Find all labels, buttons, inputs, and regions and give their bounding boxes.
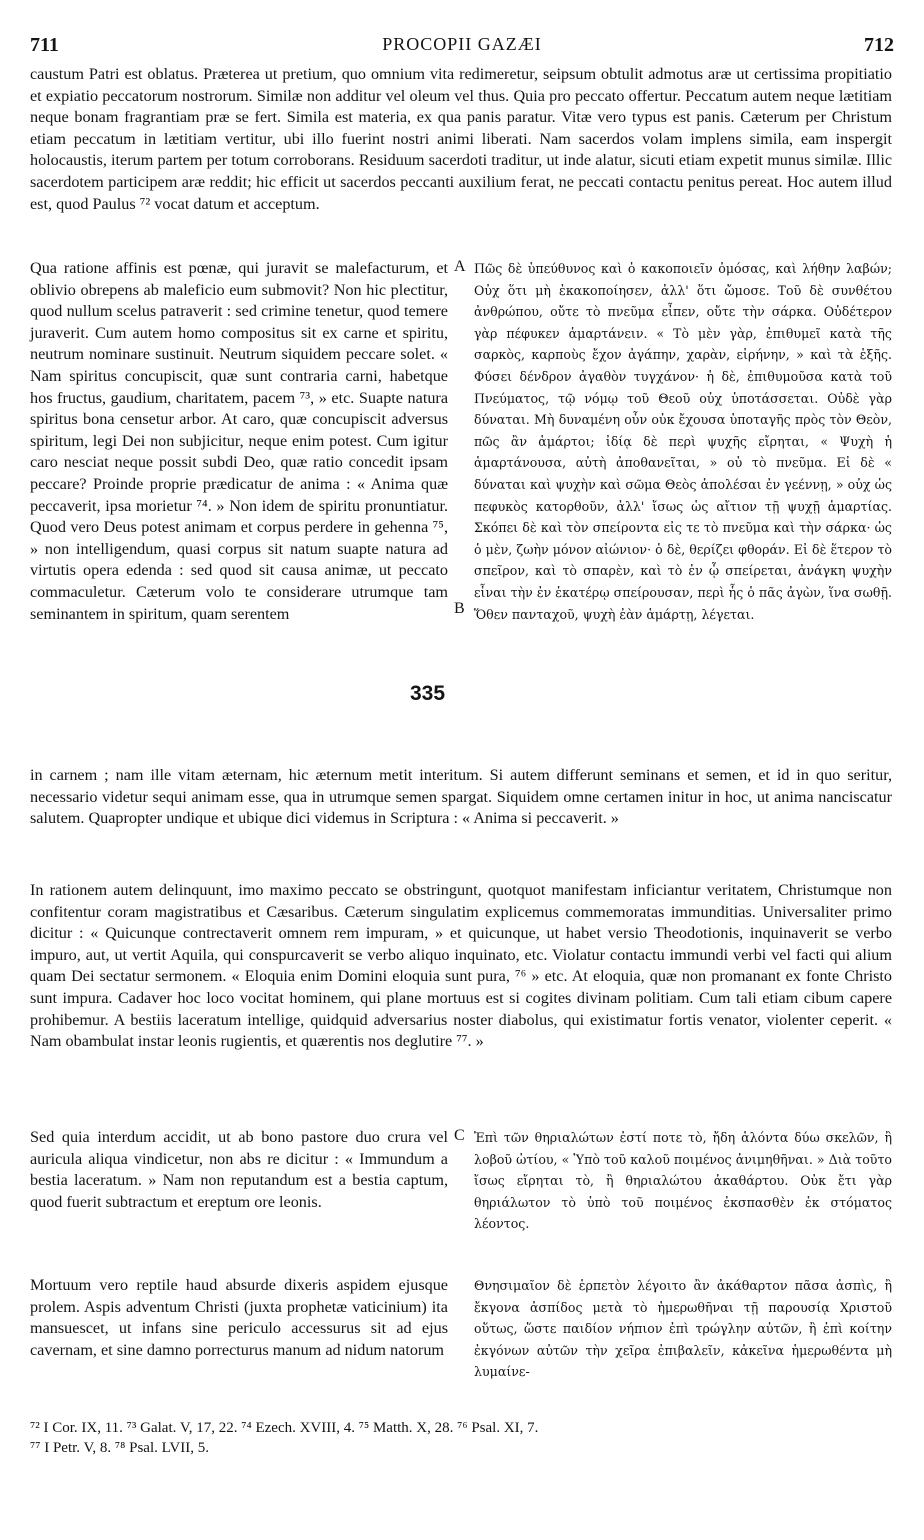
top-paragraph: caustum Patri est oblatus. Præterea ut pretium, quo omnium vita redimeretur, seipsum obtulit admotus aræ ut certissima propitiatio et expiatio peccatorum nostrorum. Similæ non additur vel oleum vel thus. Quia pro peccato offertur. Peccatum autem neque lætitiam neque bonam fragrantiam præ se fert. Simila est materia, ex qua panis paratur. Vitæ vero typus est panis. Cæterum per Christum etiam peccatum in lætitiam vertitur, ubi illo fuerint nostri animi liberati. Nam sacerdos volam implens simila, eam inspergit holocaustis, iterum partem per totum corroborans. Residuum sacerdoti traditur, ut inde alatur, sicuti etiam expetit munus similæ. Illic sacerdotem participem aræ reddit; hic efficit ut sacerdos peccanti auxilium ferat, ne peccati contactu penitus pereat. Hoc autem illud est, quod Paulus ⁷² vocat datum et acceptum. xyxy=(30,65,892,213)
edition-column-number: 335 xyxy=(410,682,446,705)
section-marker-c: C xyxy=(454,1127,465,1144)
right-page-number: 712 xyxy=(864,34,894,56)
left-page-number: 711 xyxy=(30,34,59,56)
section-c-latin: Sed quia interdum accidit, ut ab bono pastore duo crura vel auricula aliqua vindicetur, non abs re dicitur : « Immundum a bestia laceratum. » Nam non reputandum est a bestia captum, quod fuerit subtractum et ereptum ore leonis. xyxy=(30,1128,448,1211)
section-a-greek: Πῶς δὲ ὑπεύθυνος καὶ ὁ κακοποιεῖν ὀμόσας, καὶ λήθην λαβών; Οὐχ ὅτι μὴ ἐκακοποίησεν, ἀλλ' ὅτι ὤμοσε. Τοῦ δὲ συνθέτου ἀνθρώπου, οὔτε τὸ πνεῦμα εἶπεν, οὔτε τὴν σάρκα. Οὐδέτερον γὰρ πέφυκεν ἁμαρτάνειν. « Τὸ μὲν γὰρ, ἐπιθυμεῖ κατὰ τῆς σαρκὸς, καρποὺς ἔχον ἀγάπην, χαρὰν, εἰρήνην, » καὶ τὰ ἑξῆς. Φύσει δένδρον ἀγαθὸν τυγχάνον· ἡ δὲ, ἐπιθυμοῦσα κατὰ τοῦ Πνεύματος, τῷ νόμῳ τοῦ Θεοῦ οὐχ ὑποτάσσεται. Οὐδὲ γὰρ δύναται. Μὴ δυναμένη οὖν οὐκ ἔχουσα ὑποταγῆς πρὸς τὸν Θεὸν, πῶς ἂν ἁμάρτοι; ἰδίᾳ δὲ περὶ ψυχῆς εἴρηται, « Ψυχὴ ἡ ἁμαρτάνουσα, αὐτὴ ἀποθανεῖται, » οὐ τὸ πνεῦμα. Εἰ δὲ « δύναται καὶ ψυχὴν καὶ σῶμα Θεὸς ἀπολέσαι ἐν γεέννῃ, » οὐχ ὡς πεφυκὸς κατορθοῦν, ἀλλ' ἴσως ὡς αἴτιον τῇ ψυχῇ ἁμαρτίας. Σκόπει δὲ καὶ τὸν σπείροντα εἰς τε τὸ πνεῦμα καὶ τὴν σάρκα· ὡς ὁ μὲν, ζωὴν μόνον αἰώνιον· ὁ δὲ, θερίζει φθοράν. Εἰ δὲ ἕτερον τὸ σπεῖρον, καὶ τὸ σπαρὲν, καὶ τὸ ἐν ᾧ σπείρεται, ἀνάγκη ψυχὴν εἶναι τὴν ἐν ἑκατέρῳ σπείρουσαν, περὶ ἧς ὁ πᾶς ἀγὼν, ἵνα σωθῇ. Ὅθεν πανταχοῦ, ψυχὴ ἐὰν ἁμάρτῃ, λέγεται. xyxy=(474,261,892,622)
section-c-greek: Ἐπὶ τῶν θηριαλώτων ἐστί ποτε τὸ, ἤδη ἁλόντα δύω σκελῶν, ἢ λοβοῦ ὠτίου, « Ὑπὸ τοῦ καλοῦ ποιμένος ἀνιμηθῆναι. » Διὰ τοῦτο ἴσως εἴρηται τὸ, ἢ θηριαλώτου ἀκαθάρτου. Οὐκ ἔτι γὰρ θηριάλωτον τὸ ὑπὸ τοῦ ποιμένος ἐκσπασθὲν ἐκ στόματος λέοντος. xyxy=(474,1130,892,1232)
section-marker-b: B xyxy=(454,600,465,617)
section-d-greek: Θνησιμαῖον δὲ ἑρπετὸν λέγοιτο ἂν ἀκάθαρτον πᾶσα ἀσπὶς, ἢ ἔκγονα ἀσπίδος μετὰ τὸ ἡμερωθῆναι τῇ παρουσίᾳ Χριστοῦ οὕτως, ὥστε παιδίον νήπιον ἐπὶ τρώγλην αὐτῶν, ἢ ἐπὶ κοίτην ἐκγόνων αὐτῶν τὴν χεῖρα ἐπιβαλεῖν, κἀκεῖνα ἡμερωθέντα μὴ λυμαίνε- xyxy=(474,1278,892,1380)
section-a-latin: Qua ratione affinis est pœnæ, qui juravit se malefacturum, et oblivio obrepens ab maleficio eum submovit? Non hic plectitur, quod nullum scelus patraverit : sed crimine tenetur, quod temere juraverit. Cum autem homo compositus sit ex carne et spiritu, neutrum nominare sustinuit. Neutrum siquidem peccare solet. « Nam spiritus concupiscit, quæ sunt contraria carni, habetque hos fructus, gaudium, charitatem, pacem ⁷³, » etc. Suapte natura spiritus bona censetur arbor. At caro, quæ concupiscit adversus spiritum, legi Dei non subjicitur, neque enim potest. Cum igitur caro nesciat neque possit subdi Deo, quæ ratio concedit ipsam peccare? Proinde proprie prædicatur de anima : « Anima quæ peccaverit, ipsa morietur ⁷⁴. » Non idem de spiritu pronuntiatur. Quod vero Deus potest animam et corpus perdere in gehenna ⁷⁵, » non intelligendum, quasi corpus sit natum suapte natura ad virtutis opera edenda : sed quod sit causa animæ, ut peccato commaculetur. Cæterum volo te considerare utrumque tam seminantem in spiritum, quam serentem xyxy=(30,259,448,623)
running-header xyxy=(30,34,894,62)
section-d-latin: Mortuum vero reptile haud absurde dixeris aspidem ejusque prolem. Aspis adventum Christi (juxta prophetæ vaticinium) ita mansuescet, ut infans sine periculo accessurus sit ad ejus cavernam, et sine damno porrecturus manum ad nidum natorum xyxy=(30,1276,448,1359)
middle-paragraph: In rationem autem delinquunt, imo maximo peccato se obstringunt, quotquot manifestam inficiantur veritatem, Christumque non confitentur coram magistratibus et Cæsaribus. Cæterum singulatim explicemus commemoratas immunditias. Universaliter primo dicitur : « Quicunque contrectaverit omnem rem impuram, » et quicunque, ut habet versio Theodotionis, inquinaverit se verbo impuro, aut, ut vertit Aquila, qui conspurcaverit se verbo aliquo inquinato, etc. Violatur contactu immundi verbi vel facti qui alium quam Dei sectatur sermonem. « Eloquia enim Domini eloquia sunt pura, ⁷⁶ » etc. At eloquia, quæ non promanant ex fonte Christo sunt impura. Cadaver hoc loco vocitat hominem, qui plane mortuus est si cogites divinam politiam. Cum tali etiam cibum capere prohibemur. A bestiis laceratum intellige, quidquid adversarius noster diabolus, qui existimatur fortis venator, violenter ceperit. « Nam obambulat instar leonis rugientis, et quærentis nos deglutire ⁷⁷. » xyxy=(30,881,892,1051)
running-title: PROCOPII GAZÆI xyxy=(382,34,542,54)
section-marker-a: A xyxy=(454,258,466,275)
section-a-continuation: in carnem ; nam ille vitam æternam, hic æternum metit interitum. Si autem differunt seminans et semen, et id in quo seritur, necessario videtur sequi animam esse, qua in utrumque semen spargat. Siquidem omne certamen initur in hoc, ut anima nanciscatur salutem. Quapropter undique et ubique dici videmus in Scriptura : « Anima si peccaverit. » xyxy=(30,766,892,828)
footnote-line-1: ⁷² I Cor. IX, 11. ⁷³ Galat. V, 17, 22. ⁷⁴ Ezech. XVIII, 4. ⁷⁵ Matth. X, 28. ⁷⁶ Psal. XI, 7. xyxy=(30,1420,539,1436)
footnote-line-2: ⁷⁷ I Petr. V, 8. ⁷⁸ Psal. LVII, 5. xyxy=(30,1440,209,1456)
